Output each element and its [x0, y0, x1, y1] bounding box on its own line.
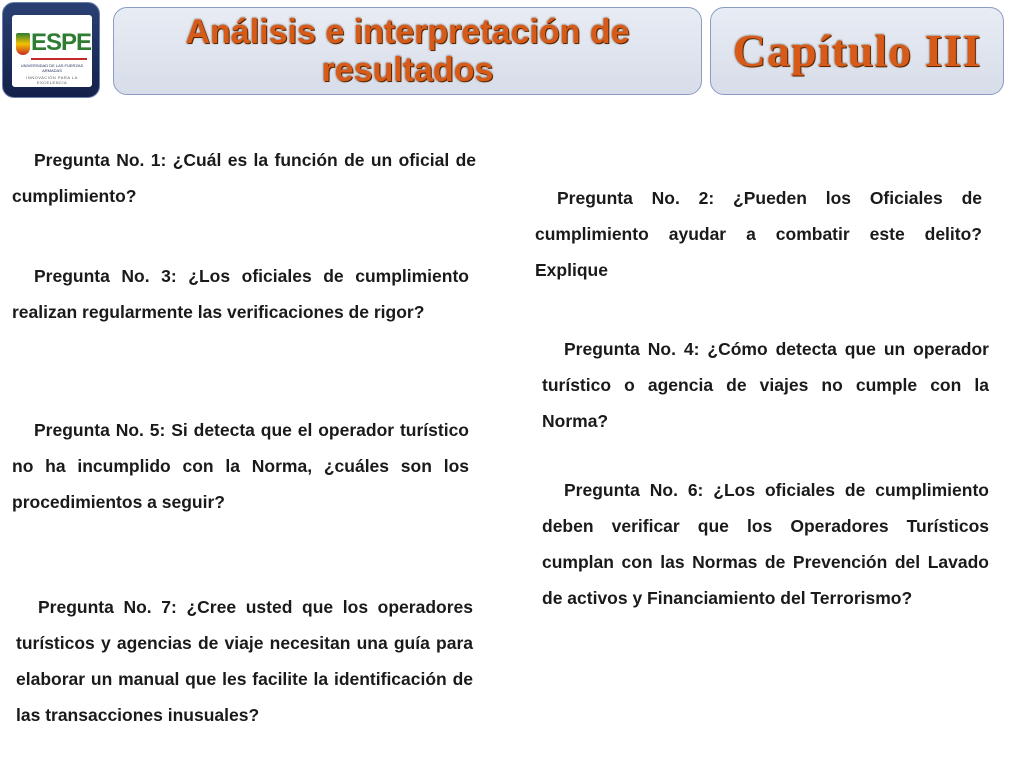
logo-text: ESPE	[31, 29, 92, 56]
question-6: Pregunta No. 6: ¿Los oficiales de cumplimiento deben verificar que los Operadores Turísticos cumplan con las Normas de Prevención del Lavado de activos y Financiamiento del Terrorismo?	[542, 480, 989, 608]
logo-panel	[12, 15, 92, 87]
logo-subtitle: UNIVERSIDAD DE LAS FUERZAS ARMADAS	[20, 63, 84, 73]
slide-title-box	[113, 7, 702, 95]
question-4: Pregunta No. 4: ¿Cómo detecta que un operador turístico o agencia de viajes no cumple con la Norma?	[542, 339, 989, 431]
shield-icon	[16, 33, 30, 55]
university-logo	[2, 2, 100, 98]
logo-divider	[31, 58, 87, 60]
question-1: Pregunta No. 1: ¿Cuál es la función de un oficial de cumplimiento?	[12, 150, 476, 206]
question-7: Pregunta No. 7: ¿Cree usted que los operadores turísticos y agencias de viaje necesitan una guía para elaborar un manual que les facilite la identificación de las transacciones inusuales?	[16, 597, 473, 725]
question-5: Pregunta No. 5: Si detecta que el operador turístico no ha incumplido con la Norma, ¿cuáles son los procedimientos a seguir?	[12, 420, 469, 512]
chapter-title: Capítulo III	[732, 25, 982, 76]
slide-title: Análisis e interpretación de resultados	[185, 13, 630, 89]
question-3: Pregunta No. 3: ¿Los oficiales de cumplimiento realizan regularmente las verificaciones de rigor?	[12, 266, 469, 322]
logo-motto: INNOVACIÓN PARA LA EXCELENCIA	[26, 75, 78, 85]
chapter-box	[710, 7, 1004, 95]
question-2: Pregunta No. 2: ¿Pueden los Oficiales de cumplimiento ayudar a combatir este delito? Explique	[535, 188, 982, 280]
